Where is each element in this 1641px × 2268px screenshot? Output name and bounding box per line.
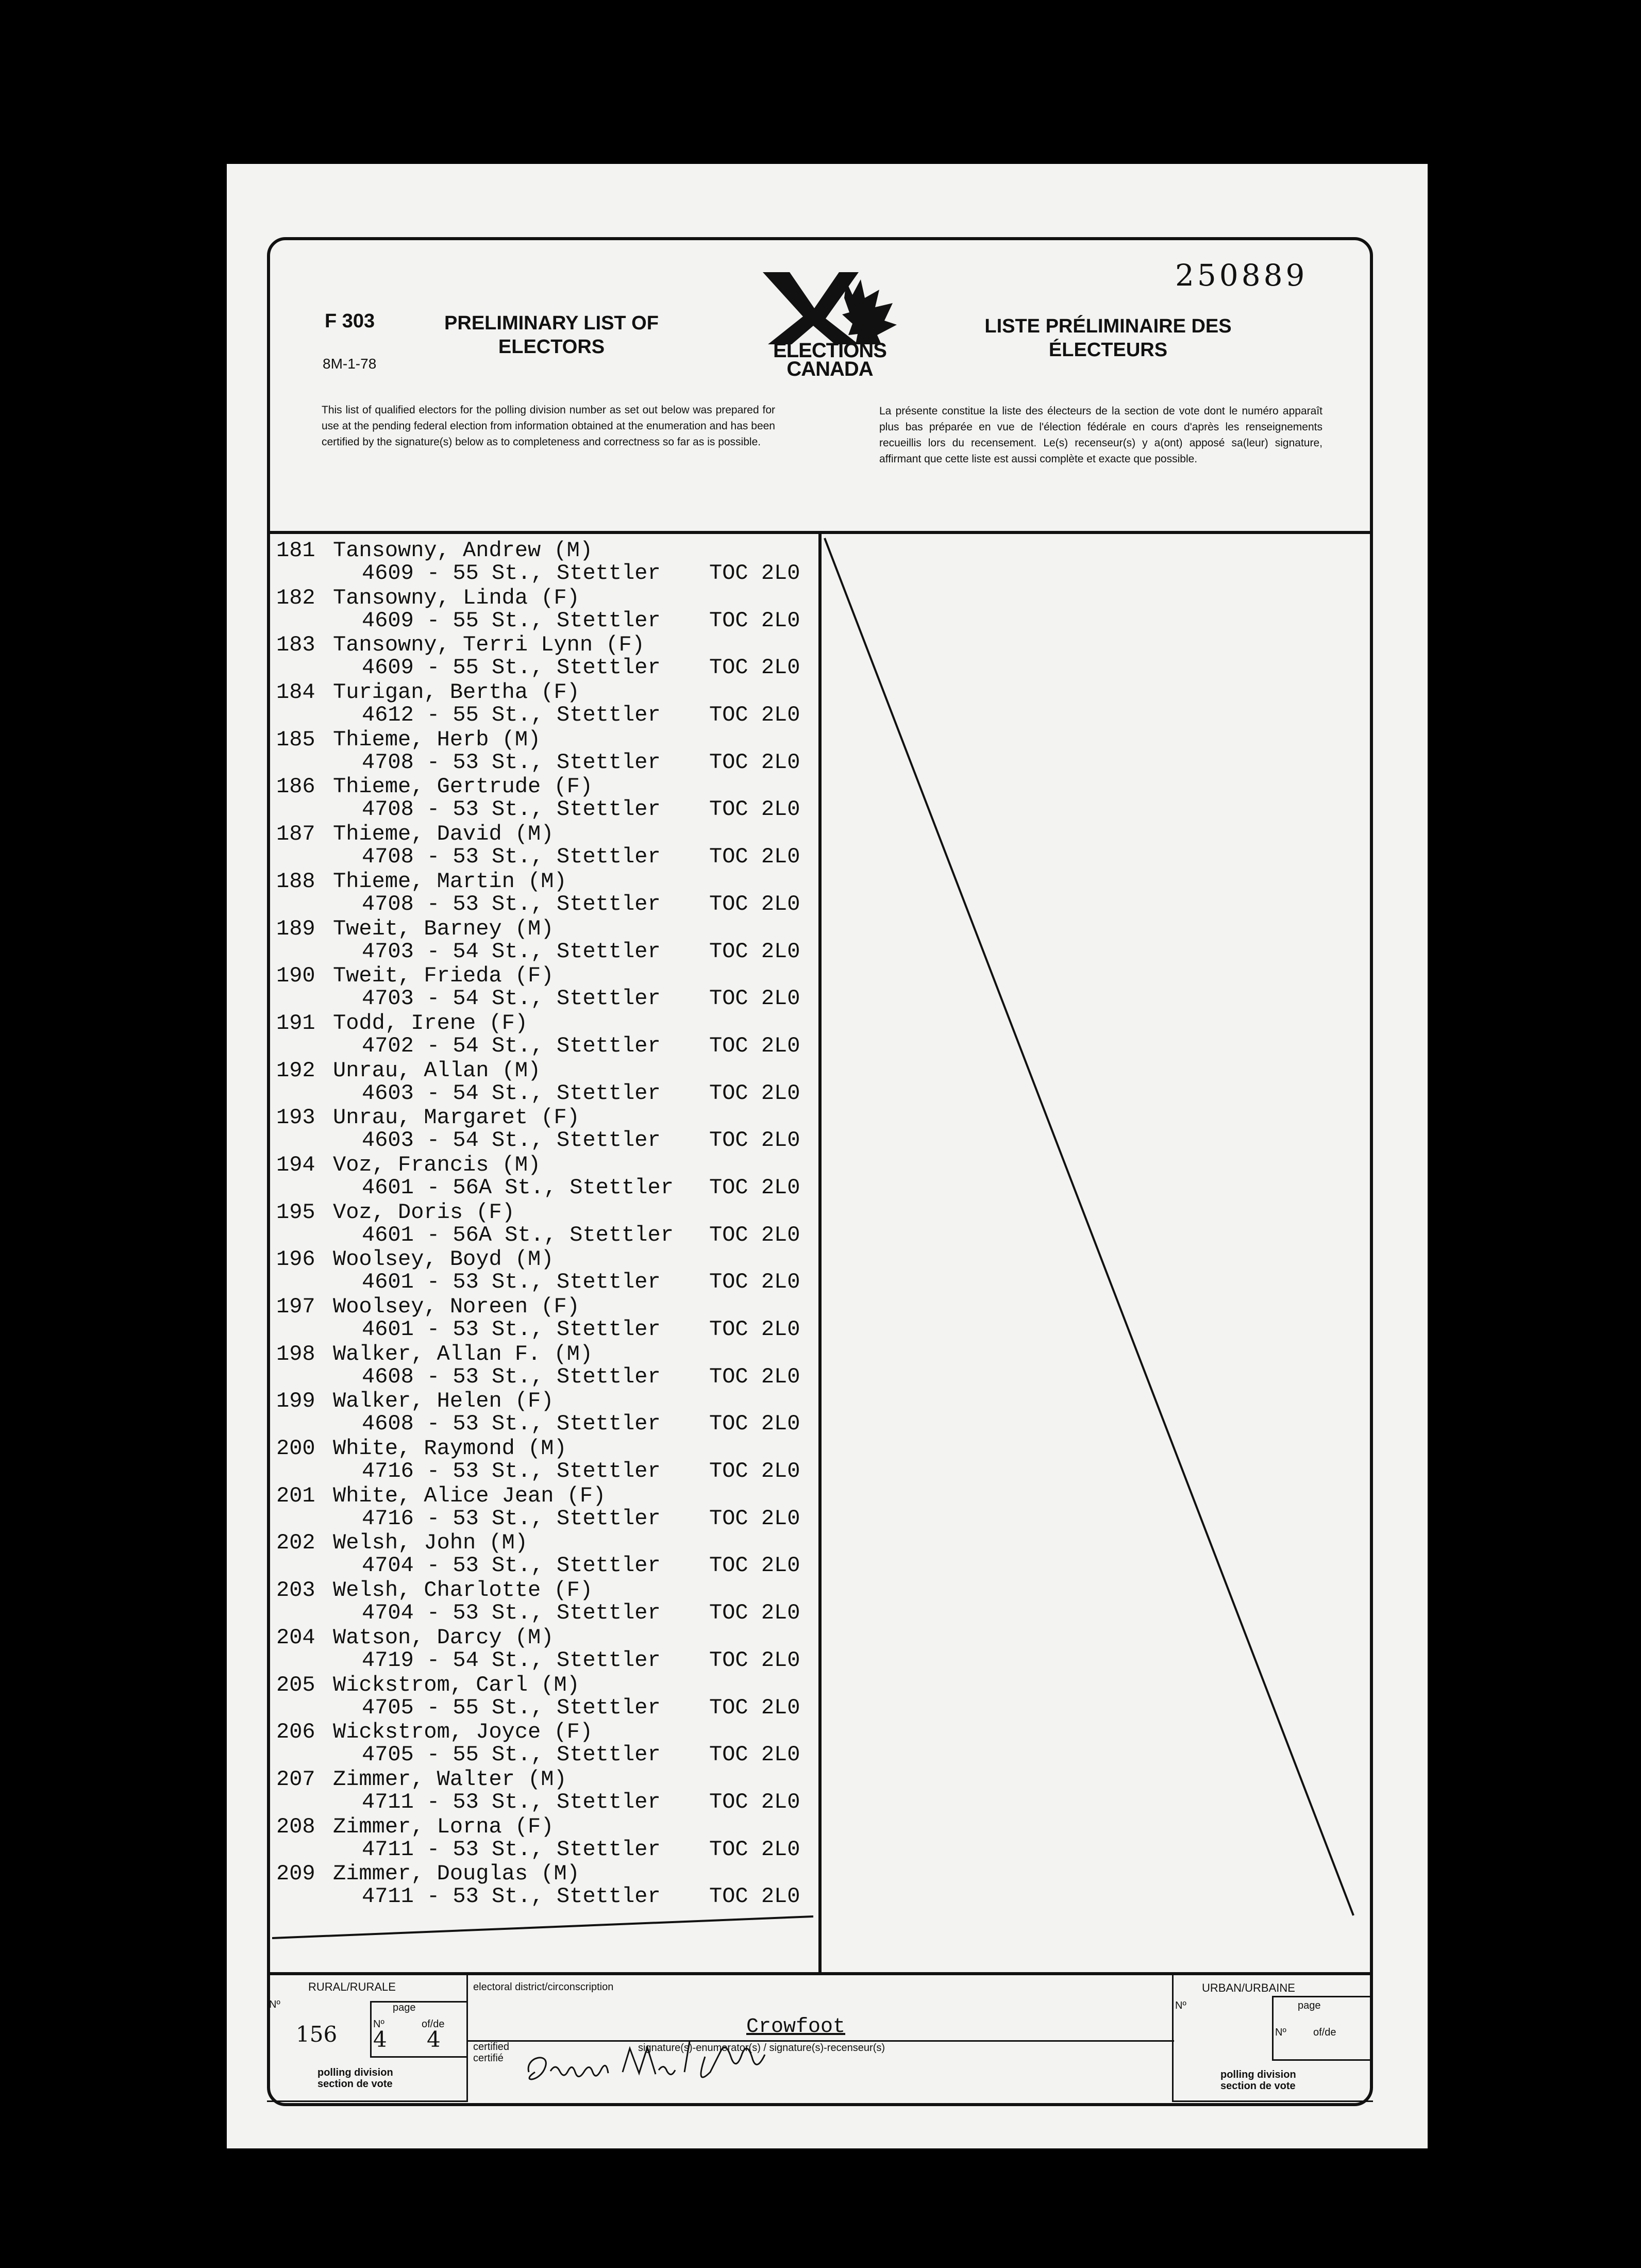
footer: [267, 1975, 1373, 2104]
elector-address: 4609 - 55 St., Stettler: [362, 655, 661, 680]
elector-address: 4716 - 53 St., Stettler: [362, 1459, 661, 1484]
elector-name: Voz, Francis (M): [333, 1152, 541, 1177]
title-english-line1: PRELIMINARY LIST OF: [444, 312, 659, 334]
elector-address: 4612 - 55 St., Stettler: [362, 703, 661, 728]
elector-postal-code: TOC 2L0: [709, 986, 800, 1011]
elector-number: 189: [276, 916, 315, 941]
elector-name: Todd, Irene (F): [333, 1010, 528, 1036]
cancel-diagonal-line: [823, 534, 1379, 1977]
certified-en: certified: [473, 2041, 510, 2053]
elector-address: 4705 - 55 St., Stettler: [362, 1742, 661, 1767]
elector-entry: [275, 1671, 816, 1718]
elector-name: Wickstrom, Carl (M): [333, 1672, 580, 1697]
certified-fr: certifié: [473, 2053, 504, 2064]
elector-number: 202: [276, 1530, 315, 1556]
elector-number: 188: [276, 869, 315, 894]
elector-entry: [275, 1434, 816, 1484]
elector-entry: [275, 1576, 816, 1626]
page-total: 4: [427, 2027, 441, 2052]
elector-entry: [275, 820, 816, 870]
elector-entry: [275, 1717, 816, 1765]
elector-name: Thieme, Gertrude (F): [333, 774, 593, 799]
elector-postal-code: TOC 2L0: [709, 939, 800, 964]
elector-number: 205: [276, 1672, 315, 1697]
urban-page-no-label: Nº: [1275, 2027, 1286, 2038]
elector-address: 4601 - 53 St., Stettler: [362, 1317, 661, 1342]
elector-name: Zimmer, Lorna (F): [333, 1814, 554, 1839]
rural-label: RURAL/RURALE: [308, 1980, 396, 1993]
elector-postal-code: TOC 2L0: [709, 1695, 800, 1720]
elector-postal-code: TOC 2L0: [709, 561, 800, 586]
elector-number: 196: [276, 1247, 315, 1272]
elector-postal-code: TOC 2L0: [709, 1364, 800, 1389]
elector-name: Voz, Doris (F): [333, 1199, 515, 1225]
elector-number: 181: [276, 538, 315, 563]
elector-entry: [275, 1292, 816, 1340]
elector-number: 201: [276, 1483, 315, 1508]
urban-polling-label-fr: section de vote: [1220, 2080, 1296, 2092]
elector-address: 4711 - 53 St., Stettler: [362, 1884, 661, 1909]
district-label: electoral district/circonscription: [473, 1981, 614, 1993]
elector-postal-code: TOC 2L0: [709, 1884, 800, 1909]
elector-address: 4708 - 53 St., Stettler: [362, 749, 661, 775]
elector-name: Unrau, Allan (M): [333, 1058, 541, 1083]
elector-name: Turigan, Bertha (F): [333, 680, 580, 705]
elector-name: Wickstrom, Joyce (F): [333, 1720, 593, 1745]
form-date: 8M-1-78: [323, 356, 377, 372]
rural-no-label: Nº: [269, 1999, 280, 2010]
elector-name: Woolsey, Noreen (F): [333, 1294, 580, 1319]
title-french-line1: LISTE PRÉLIMINAIRE DES: [984, 315, 1232, 337]
elector-number: 198: [276, 1341, 315, 1366]
elector-postal-code: TOC 2L0: [709, 1128, 800, 1153]
elector-postal-code: TOC 2L0: [709, 891, 800, 916]
elector-number: 200: [276, 1436, 315, 1461]
elector-name: Tansowny, Linda (F): [333, 585, 580, 610]
logo-line2: CANADA: [786, 358, 873, 380]
elector-entry: [275, 1056, 816, 1104]
elector-number: 203: [276, 1578, 315, 1603]
elector-name: Zimmer, Walter (M): [333, 1766, 567, 1792]
elector-postal-code: TOC 2L0: [709, 797, 800, 822]
elector-postal-code: TOC 2L0: [709, 1033, 800, 1058]
elector-address: 4609 - 55 St., Stettler: [362, 608, 661, 633]
elector-entry: [275, 678, 816, 728]
elector-address: 4719 - 54 St., Stettler: [362, 1647, 661, 1673]
elector-postal-code: TOC 2L0: [709, 608, 800, 633]
elector-address: 4704 - 53 St., Stettler: [362, 1553, 661, 1578]
elector-name: White, Raymond (M): [333, 1436, 567, 1461]
polling-division-label-fr: section de vote: [317, 2078, 393, 2090]
logo-line1: ELECTIONS: [773, 339, 886, 362]
elector-postal-code: TOC 2L0: [709, 1789, 800, 1814]
elector-name: Unrau, Margaret (F): [333, 1105, 580, 1130]
elector-entry: [275, 1623, 816, 1671]
elector-number: 191: [276, 1010, 315, 1036]
elector-address: 4716 - 53 St., Stettler: [362, 1506, 661, 1531]
elector-number: 199: [276, 1389, 315, 1414]
intro-english: This list of qualified electors for the polling division number as set out below was prepared for use at the pending federal election from information obtained at the enumeration and has been certified by the signature(s) below as to completeness and correctness so far as is possible.: [322, 404, 775, 448]
elector-address: 4708 - 53 St., Stettler: [362, 797, 661, 822]
elector-postal-code: TOC 2L0: [709, 1600, 800, 1626]
elector-name: White, Alice Jean (F): [333, 1483, 606, 1508]
form-number: F 303: [325, 310, 375, 332]
elector-address: 4711 - 53 St., Stettler: [362, 1837, 661, 1862]
elector-postal-code: TOC 2L0: [709, 1742, 800, 1767]
elector-name: Thieme, Herb (M): [333, 727, 541, 752]
elector-name: Tansowny, Andrew (M): [333, 538, 593, 563]
elector-entry: [275, 1245, 816, 1295]
elector-address: 4608 - 53 St., Stettler: [362, 1364, 661, 1389]
elector-name: Walker, Helen (F): [333, 1389, 554, 1414]
elector-number: 195: [276, 1199, 315, 1225]
elector-number: 182: [276, 585, 315, 610]
elector-postal-code: TOC 2L0: [709, 844, 800, 870]
elector-address: 4609 - 55 St., Stettler: [362, 561, 661, 586]
page-of-label: of/de: [422, 2019, 445, 2030]
elector-entry: [275, 536, 816, 586]
elector-postal-code: TOC 2L0: [709, 1837, 800, 1862]
elector-address: 4708 - 53 St., Stettler: [362, 844, 661, 870]
elector-address: 4601 - 56A St., Stettler: [362, 1175, 674, 1200]
intro-french: La présente constitue la liste des électeurs de la section de vote dont le numéro apparaît plus bas préparée en vue de l'élection fédérale en cours d'après les renseignements recueillis lors du recensement. Le(s) recenseur(s) y a(ont) apposé sa(leur) signature, affirmant que cette liste est aussi complète et exacte que possible.: [879, 405, 1322, 465]
elector-postal-code: TOC 2L0: [709, 1411, 800, 1437]
elector-address: 4705 - 55 St., Stettler: [362, 1695, 661, 1720]
title-french: [964, 314, 1252, 362]
elector-entry: [275, 630, 816, 678]
urban-label: URBAN/URBAINE: [1202, 1981, 1295, 1994]
elector-number: 187: [276, 822, 315, 847]
elector-name: Watson, Darcy (M): [333, 1625, 554, 1650]
elector-entry: [275, 772, 816, 820]
elector-name: Woolsey, Boyd (M): [333, 1247, 554, 1272]
elector-address: 4703 - 54 St., Stettler: [362, 986, 661, 1011]
elector-address: 4703 - 54 St., Stettler: [362, 939, 661, 964]
title-english: [423, 311, 680, 359]
elector-entry: [275, 1387, 816, 1437]
elector-name: Walker, Allan F. (M): [333, 1341, 593, 1366]
district-name: Crowfoot: [746, 2015, 846, 2039]
logo-wordmark: [758, 341, 902, 378]
elector-number: 184: [276, 680, 315, 705]
polling-division-number: 156: [296, 2022, 338, 2047]
elector-address: 4702 - 54 St., Stettler: [362, 1033, 661, 1058]
elector-entry: [275, 1009, 816, 1056]
page-no-label: Nº: [373, 2019, 384, 2030]
urban-page-label: page: [1298, 2000, 1321, 2011]
elector-entry: [275, 1528, 816, 1576]
elector-entry: [275, 1765, 816, 1812]
elector-entry: [275, 1812, 816, 1860]
elector-name: Welsh, Charlotte (F): [333, 1578, 593, 1603]
elector-number: 185: [276, 727, 315, 752]
elector-name: Thieme, Martin (M): [333, 869, 567, 894]
urban-no-label: Nº: [1175, 2000, 1186, 2011]
urban-polling-label-en: polling division: [1220, 2069, 1296, 2080]
signature-label: signature(s)-enumerator(s) / signature(s)-recenseur(s): [638, 2042, 885, 2054]
elector-postal-code: TOC 2L0: [709, 1553, 800, 1578]
page-label: page: [393, 2002, 416, 2013]
elector-entry: [275, 1481, 816, 1529]
elector-postal-code: TOC 2L0: [709, 749, 800, 775]
elector-name: Thieme, David (M): [333, 822, 554, 847]
elector-number: 192: [276, 1058, 315, 1083]
elector-address: 4704 - 53 St., Stettler: [362, 1600, 661, 1626]
elector-number: 194: [276, 1152, 315, 1177]
elector-postal-code: TOC 2L0: [709, 1647, 800, 1673]
serial-number: 250889: [1175, 258, 1308, 293]
elector-entry: [275, 1150, 816, 1198]
enumerator-signature: [520, 2036, 788, 2093]
elector-postal-code: TOC 2L0: [709, 1317, 800, 1342]
title-english-line2: ELECTORS: [498, 336, 605, 358]
title-french-line2: ÉLECTEURS: [1048, 339, 1168, 361]
elector-number: 209: [276, 1861, 315, 1887]
elector-address: 4711 - 53 St., Stettler: [362, 1789, 661, 1814]
elector-address: 4601 - 53 St., Stettler: [362, 1270, 661, 1295]
elector-postal-code: TOC 2L0: [709, 655, 800, 680]
elector-number: 207: [276, 1766, 315, 1792]
elector-postal-code: TOC 2L0: [709, 1175, 800, 1200]
elector-entry: [275, 1340, 816, 1387]
list-end-line: [272, 1912, 818, 1943]
elector-list: [275, 536, 816, 1907]
elector-postal-code: TOC 2L0: [709, 1506, 800, 1531]
elector-entry: [275, 914, 816, 962]
elector-name: Tansowny, Terri Lynn (F): [333, 632, 645, 658]
elector-entry: [275, 1198, 816, 1245]
column-divider: [818, 531, 822, 1974]
elector-postal-code: TOC 2L0: [709, 1080, 800, 1106]
elector-postal-code: TOC 2L0: [709, 1222, 800, 1247]
elector-name: Tweit, Barney (M): [333, 916, 554, 941]
elector-entry: [275, 725, 816, 773]
elector-address: 4608 - 53 St., Stettler: [362, 1411, 661, 1437]
page-number: 4: [373, 2027, 387, 2052]
polling-division-label-en: polling division: [317, 2067, 393, 2078]
elector-entry: [275, 583, 816, 631]
elector-number: 193: [276, 1105, 315, 1130]
elector-address: 4708 - 53 St., Stettler: [362, 891, 661, 916]
elector-number: 190: [276, 963, 315, 989]
elector-entry: [275, 1103, 816, 1153]
elector-address: 4603 - 54 St., Stettler: [362, 1080, 661, 1106]
elector-postal-code: TOC 2L0: [709, 703, 800, 728]
elector-entry: [275, 867, 816, 914]
elector-number: 186: [276, 774, 315, 799]
elector-number: 197: [276, 1294, 315, 1319]
urban-of-label: of/de: [1313, 2027, 1336, 2038]
elector-address: 4601 - 56A St., Stettler: [362, 1222, 674, 1247]
elector-entry: [275, 961, 816, 1009]
elector-postal-code: TOC 2L0: [709, 1270, 800, 1295]
elector-name: Tweit, Frieda (F): [333, 963, 554, 989]
elector-number: 206: [276, 1720, 315, 1745]
elector-postal-code: TOC 2L0: [709, 1459, 800, 1484]
elector-name: Welsh, John (M): [333, 1530, 528, 1556]
elector-number: 204: [276, 1625, 315, 1650]
elector-number: 208: [276, 1814, 315, 1839]
elector-entry: [275, 1859, 816, 1907]
elector-address: 4603 - 54 St., Stettler: [362, 1128, 661, 1153]
elector-number: 183: [276, 632, 315, 658]
elector-name: Zimmer, Douglas (M): [333, 1861, 580, 1887]
